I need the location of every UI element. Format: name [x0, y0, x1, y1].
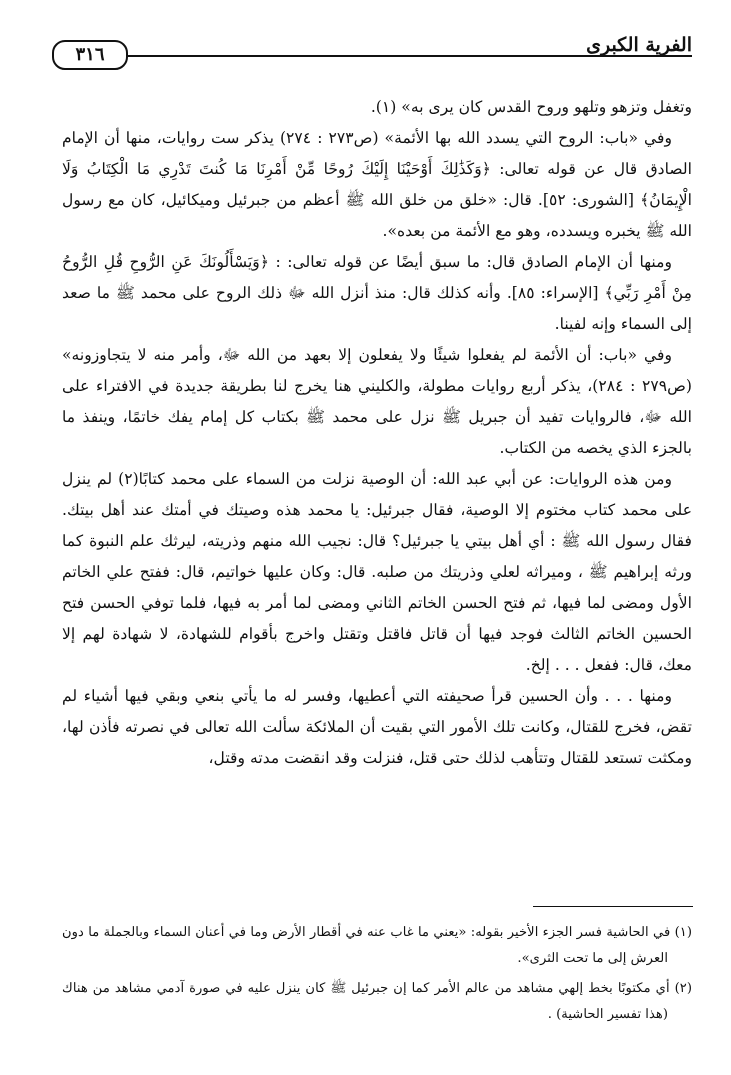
paragraph: ومنها أن الإمام الصادق قال: ما سبق أيضًا عن قوله تعالى: : ﴿وَيَسْأَلُونَكَ عَنِ الرُّوحِ قُلِ الرُّوحُ مِنْ أَمْرِ رَبِّي﴾ [الإسراء: ٨٥]. وأنه كذلك قال: منذ أنزل الله ﷻ ذلك الروح على محمد ﷺ ما صعد إلى السماء وإنه لفينا.: [62, 253, 692, 333]
running-title: الفرية الكبرى: [586, 34, 692, 56]
page-number: ٣١٦: [52, 40, 128, 70]
footnote: (١) في الحاشية فسر الجزء الأخير بقوله: «يعني ما غاب عنه في أقطار الأرض وما في أعنان السماء وبالجملة ما دون العرش إلى ما تحت الثرى».: [62, 925, 692, 966]
footnote: (٢) أي مكتوبًا بخط إلهي مشاهد من عالم الأمر كما إن جبرئيل ﷺ كان ينزل عليه في صورة آدمي مشاهد من هناك (هذا تفسير الحاشية) .: [62, 981, 692, 1022]
paragraph: ومن هذه الروايات: عن أبي عبد الله: أن الوصية نزلت من السماء على محمد كتابًا(٢) لم ينزل على محمد كتاب مختوم إلا الوصية، فقال جبرئيل: يا محمد هذه وصيتك في أمتك عند أهل بيتك. فقال رسول الله ﷺ : أي أهل بيتي يا جبرئيل؟ قال: نجيب الله منهم وذريته، ليرثك علم النبوة كما ورثه إبراهيم ﷺ ، وميراثه لعلي وذريتك من صلبه. قال: وكان عليها خواتيم، قال: ففتح علي الخاتم الأول ومضى لما فيها، ثم فتح الحسن الخاتم الثاني ومضى لما أمر به فيها، فلما توفي الحسن فتح الحسين الخاتم الثالث فوجد فيها أن قاتل فاقتل وتقتل واخرج بأقوام للشهادة، لا شهادة لهم إلا معك، قال: ففعل . . . إلخ.: [62, 470, 692, 674]
paragraph: وفي «باب: الروح التي يسدد الله بها الأئمة» (ص٢٧٣ : ٢٧٤) يذكر ست روايات، منها أن الإمام الصادق قال عن قوله تعالى: ﴿وَكَذَٰلِكَ أَوْحَيْنَا إِلَيْكَ رُوحًا مِّنْ أَمْرِنَا مَا كُنتَ تَدْرِي مَا الْكِتَابُ وَلَا الْإِيمَانُ﴾ [الشورى: ٥٢]. قال: «خلق من خلق الله ﷺ أعظم من جبرئيل وميكائيل، كان مع رسول الله ﷺ يخبره ويسدده، وهو مع الأئمة من بعده».: [62, 129, 692, 240]
footnotes: [62, 920, 692, 1032]
paragraph: ومنها . . . وأن الحسين قرأ صحيفته التي أعطيها، وفسر له ما يأتي بنعي وبقي فيها أشياء لم تقض، فخرج للقتال، وكانت تلك الأمور التي بقيت أن الملائكة سألت الله تعالى في نصرته فأذن لها، ومكثت تستعد للقتال وتتأهب لذلك حتى قتل، فنزلت وقد انقضت مدته وقتل،: [62, 687, 692, 767]
page-header: [52, 30, 692, 72]
main-text: [62, 92, 692, 774]
header-rule: [52, 55, 692, 57]
paragraph: وفي «باب: أن الأئمة لم يفعلوا شيئًا ولا يفعلون إلا بعهد من الله ﷻ، وأمر منه لا يتجاوزونه» (ص٢٧٩ : ٢٨٤)، يذكر أربع روايات مطولة، والكليني هنا يخرج لنا بطريقة جديدة في الافتراء على الله ﷻ، فالروايات تفيد أن جبريل ﷺ نزل على محمد ﷺ بكتاب كل إمام يفك خاتمًا، وينفذ ما بالجزء الذي يخصه من الكتاب.: [62, 346, 693, 457]
paragraph: وتغفل وتزهو وتلهو وروح القدس كان يرى به» (١).: [370, 98, 692, 116]
footnote-separator: [533, 906, 693, 907]
